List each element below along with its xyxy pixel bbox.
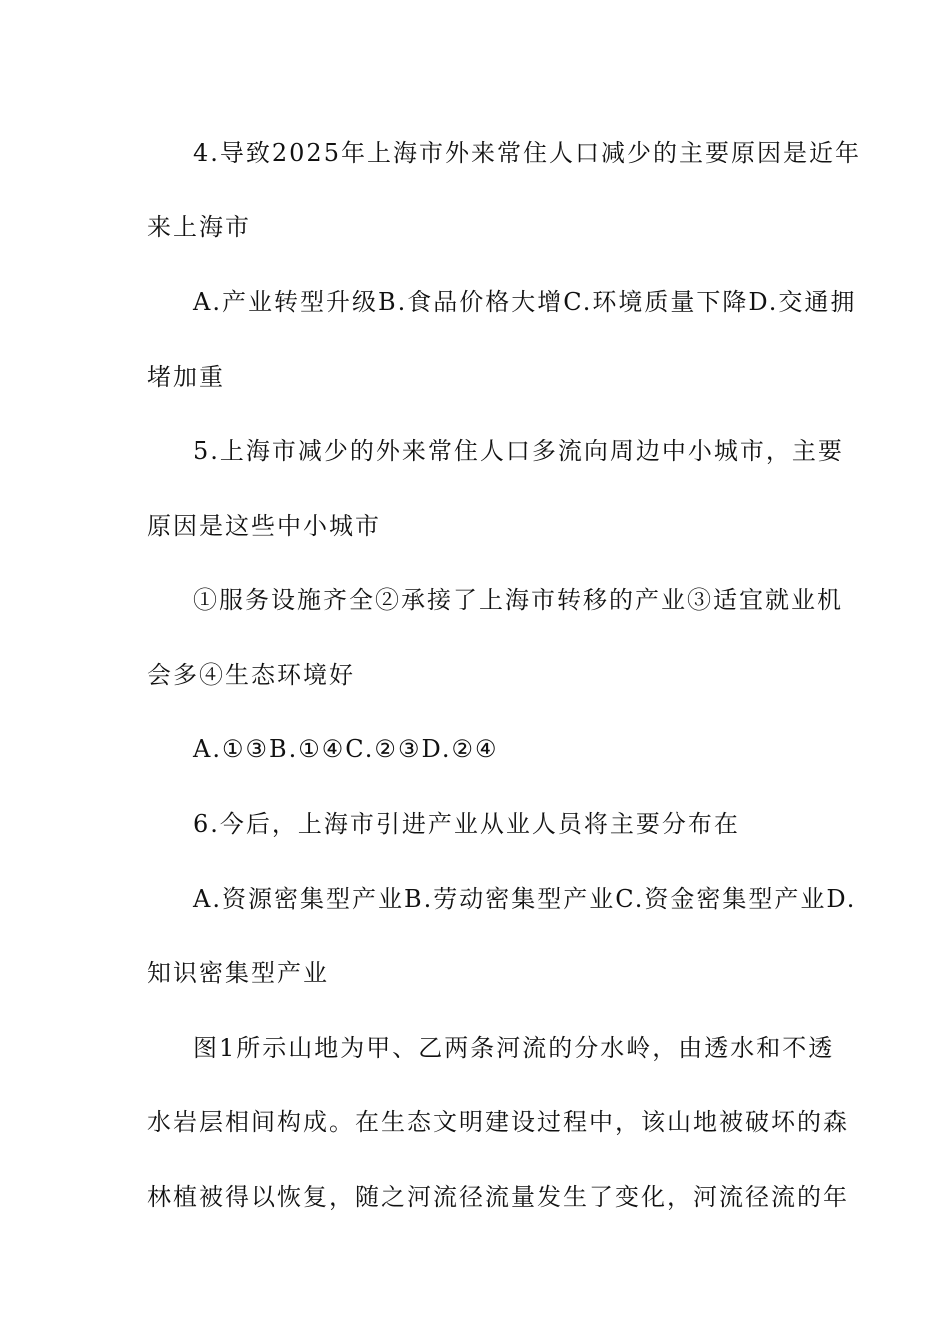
passage-line-1: 图1所示山地为甲、乙两条河流的分水岭，由透水和不透 [193, 1034, 835, 1062]
question-4-options-line-1: A.产业转型升级B.食品价格大增C.环境质量下降D.交通拥 [193, 288, 857, 316]
passage-line-2: 水岩层相间构成。在生态文明建设过程中，该山地被破坏的森 [147, 1108, 849, 1136]
question-5-options: A.①③B.①④C.②③D.②④ [193, 735, 499, 763]
question-6-options-line-1: A.资源密集型产业B.劳动密集型产业C.资金密集型产业D. [193, 885, 857, 913]
question-4-line-2: 来上海市 [147, 213, 251, 241]
question-4-options-line-2: 堵加重 [147, 363, 225, 391]
question-5-line-1: 5.上海市减少的外来常住人口多流向周边中小城市，主要 [193, 437, 844, 465]
question-6-line-1: 6.今后，上海市引进产业从业人员将主要分布在 [193, 810, 740, 838]
question-5-statements-line-1: ①服务设施齐全②承接了上海市转移的产业③适宜就业机 [193, 586, 843, 614]
question-4-line-1: 4.导致2025年上海市外来常住人口减少的主要原因是近年 [193, 139, 861, 167]
question-6-options-line-2: 知识密集型产业 [147, 959, 329, 987]
question-5-line-2: 原因是这些中小城市 [147, 512, 381, 540]
passage-line-3: 林植被得以恢复，随之河流径流量发生了变化，河流径流的年 [147, 1183, 849, 1211]
question-5-statements-line-2: 会多④生态环境好 [147, 661, 355, 689]
